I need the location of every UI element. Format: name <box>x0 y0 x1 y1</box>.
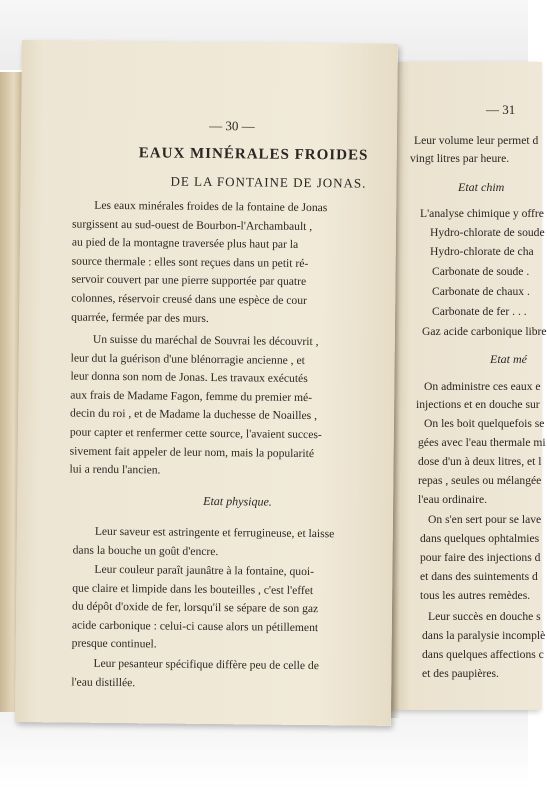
text-line: quarrée, fermée par des murs. <box>71 310 209 325</box>
right-line: On s'en sert pour se lave <box>428 513 542 526</box>
right-line: Carbonate de chaux . <box>432 285 530 298</box>
right-line: Hydro-chlorate de soude <box>430 226 545 239</box>
paragraph-history <box>69 331 371 483</box>
text-line: servoir couvert par une pierre supportée par quatre <box>71 272 307 289</box>
paragraph-taste <box>73 523 373 563</box>
right-line: L'analyse chimique y offre <box>420 207 544 220</box>
text-line: Leur saveur est astringente et ferrugineuse, et laisse <box>94 524 335 541</box>
right-heading-medical: Etat mé <box>490 352 527 366</box>
text-line: presque continuel. <box>71 636 157 651</box>
left-page <box>15 40 398 726</box>
right-line: injections et en douche sur <box>416 398 540 411</box>
right-line: Carbonate de fer . . . <box>432 305 527 318</box>
right-line: dans quelques affections c <box>422 648 544 661</box>
text-line: leur dut la guérison d'une blénorragie ancienne , et <box>70 351 305 367</box>
right-line: et des paupières. <box>422 667 499 680</box>
right-line: Gaz acide carbonique libre <box>422 325 547 338</box>
text-line: source thermale : elles sont reçues dans un petit ré- <box>71 254 309 270</box>
right-line: Carbonate de soude . <box>432 265 530 278</box>
right-line: l'eau ordinaire. <box>418 493 488 506</box>
paragraph-gravity <box>71 655 371 695</box>
text-line: Leur pesanteur spécifique diffère peu de celle de <box>93 656 319 673</box>
text-line: dans la bouche un goût d'encre. <box>72 543 219 558</box>
section-heading-physical: Etat physique. <box>203 493 272 509</box>
text-line: Un suisse du maréchal de Souvrai les découvrit , <box>92 332 319 349</box>
text-line: du dépôt d'oxide de fer, lorsqu'il se sépare de son gaz <box>72 599 319 616</box>
text-line: surgissent au sud-ouest de Bourbon-l'Archambault , <box>72 217 313 233</box>
right-heading-chemical: Etat chim <box>458 180 505 194</box>
text-line: Les eaux minérales froides de la fontaine de Jonas <box>94 198 328 215</box>
text-line: colonnes, réservoir creusé dans une espèce de cour <box>71 291 307 307</box>
right-line: repas , seules ou mélangée <box>418 474 542 487</box>
right-line: Leur succès en douche s <box>428 610 541 623</box>
text-line: au pied de la montagne traversée plus haut par la <box>71 235 299 252</box>
text-line: lui a rendu l'ancien. <box>69 462 161 477</box>
right-line: et dans des suintements d <box>420 570 538 583</box>
text-line: que claire et limpide dans les bouteilles , c'est l'effet <box>72 581 314 597</box>
right-line: dans quelques ophtalmies <box>420 532 540 545</box>
right-line: Hydro-chlorate de cha <box>430 245 534 258</box>
text-line: pour capter et renfermer cette source, l'avaient succes- <box>69 425 322 442</box>
right-line: vingt litres par heure. <box>410 152 510 165</box>
paragraph-location <box>71 197 372 330</box>
paragraph-color <box>72 561 373 657</box>
text-line: l'eau distillée. <box>71 675 136 689</box>
right-line: dose d'un à deux litres, et l <box>418 455 542 468</box>
page-title: EAUX MINÉRALES FROIDES <box>138 145 369 164</box>
right-line: dans la paralysie incomplè <box>422 629 546 642</box>
right-page <box>392 62 547 710</box>
text-line: Leur couleur paraît jaunâtre à la fontaine, quoi- <box>94 562 315 579</box>
right-line: pour faire des injections d <box>420 551 541 564</box>
left-page-number: — 30 — <box>209 117 255 134</box>
right-page-number: — 31 <box>486 102 516 117</box>
text-line: acide carbonique : celui-ci cause alors un pétillement <box>71 618 319 634</box>
text-line: aux frais de Madame Fagon, femme du premier mé- <box>70 388 313 404</box>
right-line: Leur volume leur permet d <box>414 134 539 147</box>
right-line: On les boit quelquefois se <box>424 417 545 430</box>
text-line: sivement fait appeler de leur nom, mais la popularité <box>69 444 315 460</box>
text-line: leur donna son nom de Jonas. Les travaux exécutés <box>70 369 308 386</box>
right-line: On administre ces eaux e <box>424 380 541 393</box>
text-line: decin du roi , et de Madame la duchesse de Noailles , <box>70 406 318 423</box>
page-subtitle: DE LA FONTAINE DE JONAS. <box>170 173 367 191</box>
right-line: gées avec l'eau thermale mi <box>418 436 546 449</box>
right-line: tous les autres remèdes. <box>420 589 531 602</box>
